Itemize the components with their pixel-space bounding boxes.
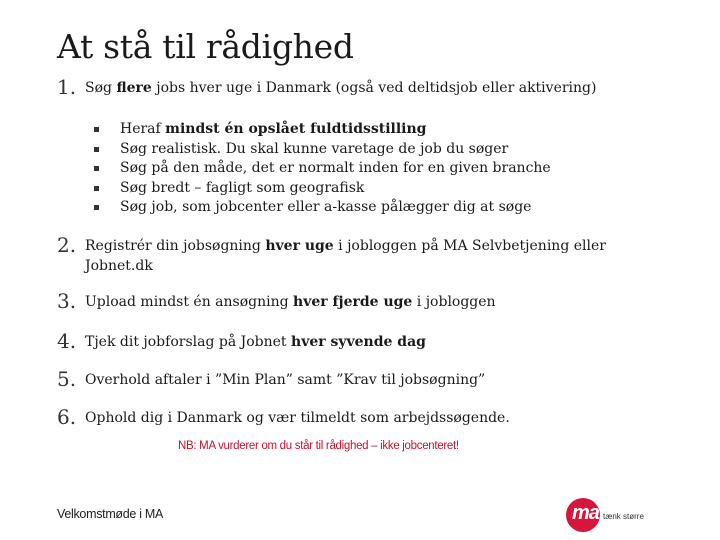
item-text — [85, 236, 645, 276]
logo-tagline: tænk større — [603, 512, 644, 521]
bullet-icon — [94, 147, 99, 152]
item-text: Ophold dig i Danmark og vær tilmeldt som arbejdssøgende. — [85, 410, 510, 426]
item-number: 4. — [57, 329, 77, 353]
sub-item-text: Søg job, som jobcenter eller a-kasse pålægger dig at søge — [120, 199, 532, 215]
footer-text: Velkomstmøde i MA — [57, 507, 164, 521]
item-text-part: i jobloggen — [412, 294, 496, 310]
logo-mark: ma — [572, 502, 599, 524]
item-text: Overhold aftaler i ”Min Plan” samt ”Krav til jobsøgning” — [85, 372, 486, 388]
item-number: 1. — [57, 75, 77, 99]
sub-item-4 — [57, 179, 657, 199]
item-number: 6. — [57, 405, 77, 429]
bullet-icon — [94, 186, 99, 191]
item-text-bold: hver syvende dag — [291, 334, 426, 350]
note-text: NB: MA vurderer om du står til rådighed – ikke jobcenteret! — [178, 440, 459, 452]
item-text — [85, 78, 645, 98]
sub-item-text: Søg bredt – fagligt som geografisk — [120, 179, 365, 196]
item-text-bold: hver fjerde uge — [293, 294, 413, 310]
sub-text-bold: mindst én opslået fuldtidsstilling — [165, 121, 427, 137]
item-text — [85, 292, 645, 312]
item-text — [85, 332, 645, 352]
item-text-part: Registrér din jobsøgning — [85, 238, 266, 254]
bullet-icon — [94, 127, 99, 132]
sub-item-text: Søg realistisk. Du skal kunne varetage de job du søger — [120, 140, 509, 157]
bullet-icon — [94, 166, 99, 171]
item-text-bold: flere — [116, 80, 152, 96]
ma-logo — [566, 498, 676, 534]
item-text-part: jobs hver uge i Danmark (også ved deltidsjob eller aktivering) — [151, 80, 597, 96]
page-title: At stå til rådighed — [57, 27, 354, 66]
item-text-bold: hver uge — [265, 238, 334, 254]
item-number: 3. — [57, 289, 77, 313]
item-text-part: Tjek dit jobforslag på Jobnet — [85, 334, 292, 350]
sub-item-2 — [57, 140, 657, 160]
sub-item-text — [120, 120, 426, 140]
item-text-part: Upload mindst én ansøgning — [85, 294, 294, 310]
bullet-icon — [94, 205, 99, 210]
item-number: 5. — [57, 367, 77, 391]
sub-item-1 — [57, 120, 657, 140]
sub-text-part: Heraf — [120, 121, 166, 137]
item-number: 2. — [57, 233, 77, 257]
sub-list — [57, 120, 657, 218]
item-text-part: Søg — [85, 80, 117, 96]
sub-item-text: Søg på den måde, det er normalt inden for en given branche — [120, 160, 551, 176]
sub-item-5 — [57, 198, 657, 218]
item-text-part: i jobloggen på MA Selvbetjening eller Jobnet.dk — [85, 238, 606, 274]
sub-item-3 — [57, 159, 657, 179]
